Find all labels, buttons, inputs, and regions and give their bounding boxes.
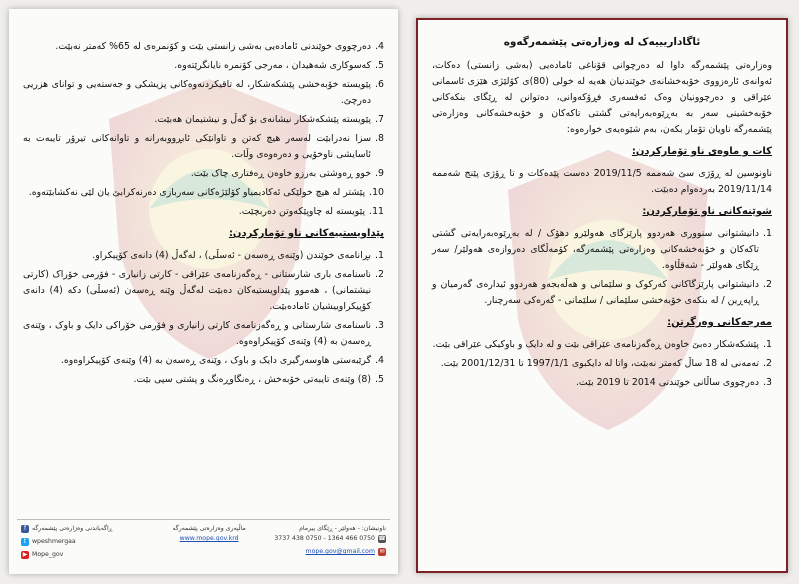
list-item-number: 1. — [375, 250, 384, 261]
facebook-icon: f — [21, 525, 29, 533]
list-item-number: 2. — [763, 279, 772, 290]
list-item-number: 10. — [369, 187, 384, 198]
locations-list — [432, 226, 772, 309]
list-item-text: پێشکەشکار دەبێ خاوەن ڕەگەزنامەی عێراقی بێت و لە دایک و باوکیکی عێراقی بێت. — [432, 339, 760, 350]
list-item — [23, 204, 384, 220]
list-item — [23, 318, 384, 350]
mail-icon: ✉ — [379, 548, 385, 555]
announcement-intro: وەزارەتی پێشمەرگە داوا لە دەرچوانی قۆناغی ئامادەیی (بەشی زانستی) دەکات، ئەوانەی ئارەزووی خۆبەخشانەی خوێندنیان هەیە لە خولی (80)ی کۆلێژی هێزی ئاسمانی عێراقی و دەرچوونیان وەک ئەفسەری فڕۆکەوانی، دەتوانن لە ڕێگای بنکەکانی خۆبەخشینی سەر بە بەڕێوەبەرایەتی گشتی تاکەکان و خۆبەخشەکانی وەزارەتی پێشمەرگە ناویان تۆمار بکەن، بەم شێوەیەی خوارەوە: — [432, 60, 772, 135]
footer-phones: 0750 466 1364 - 0750 438 3737 — [274, 535, 375, 542]
list-item — [432, 337, 772, 353]
conditions-list — [432, 337, 772, 391]
announcement-title: ئاگاداریییەک لە وەزارەتی پێشمەرگەوە — [503, 36, 701, 48]
list-item-text: دانیشتوانی پارێزگاکانی کەرکوک و سلێمانی و هەڵەبجەو هەردوو ئیدارەی گەرمیان و ڕاپەڕین / لە بنکەی خۆبەخشی سلێمانی / سلێمانی - گەرەکی سەرچنار. — [432, 279, 760, 306]
right-content — [432, 36, 772, 394]
list-item-number: 5. — [375, 374, 384, 385]
conditions-continued-list — [23, 39, 384, 220]
list-item — [23, 112, 384, 128]
list-item-number: 11. — [369, 206, 384, 217]
footer-website-link[interactable]: www.mope.gov.krd — [179, 535, 239, 542]
list-item-text: ناسنامەی شارستانی و ڕەگەزنامەی کارتی زانیاری و فۆرمی خۆراکی دایک و باوک ، وێنەی ڕەسەن بە (4) وێنەی کۆپیکراوەوە. — [23, 320, 372, 347]
phone-icon: ☎ — [378, 535, 386, 542]
footer-social — [17, 520, 149, 570]
list-item — [23, 267, 384, 315]
list-item-text: کەسوکاری شەهیدان ، مەرجی کۆنمرە نایانگرێتەوە. — [174, 60, 372, 71]
youtube-icon: ▶ — [22, 551, 28, 558]
page-left — [9, 9, 398, 574]
list-item-text: پێویستە لە چاوپێکەوتن دەربچێت. — [238, 206, 366, 217]
list-item — [23, 166, 384, 182]
section-heading-timing: کات و ماوەی ناو تۆمارکردن: — [631, 146, 772, 157]
list-item — [23, 58, 384, 74]
footer-twitter[interactable]: wpeshmergaa — [32, 538, 76, 545]
list-item-number: 2. — [375, 269, 384, 280]
list-item-text: پێویستە پێشکەشکار نیشانەی بۆ گەڵ و نیشتیمان هەبێت. — [154, 114, 372, 125]
list-item-number: 3. — [375, 320, 384, 331]
footer-address-line: ناونیشان: - هەولێر - ڕێگای پیرمام — [299, 525, 386, 532]
list-item — [23, 131, 384, 163]
list-item — [23, 353, 384, 369]
list-item-text: دەرچووی خوێندنی ئامادەیی بەشی زانستی بێت و کۆنمرەی لە 65% کەمتر نەبێت. — [55, 41, 372, 52]
list-item — [432, 226, 772, 274]
list-item-text: خوو ڕەوشتی بەرزو خاوەن ڕەفتاری چاک بێت. — [190, 168, 372, 179]
list-item-text: گرێبەستی هاوسەرگیری دایک و باوک ، وێنەی ڕەسەن بە (4) وێنەی کۆپیکراوەوە. — [60, 355, 372, 366]
list-item-number: 2. — [763, 358, 772, 369]
footer-email[interactable]: mope.gov@gmail.com — [305, 548, 375, 555]
twitter-icon: t — [21, 538, 29, 546]
list-item-number: 6. — [375, 79, 384, 90]
list-item-number: 9. — [375, 168, 384, 179]
list-item — [432, 356, 772, 372]
page-right — [416, 18, 788, 573]
section-text-timing: ناونوسین لە ڕۆژی سێ شەممە 2019/11/5 دەست پێدەکات و تا ڕۆژی پێنج شەممە 2019/11/14 بەردەوام دەبێت. — [432, 168, 773, 195]
list-item-text: سزا نەدرابێت لەسەر هیچ کەتن و تاوانێکی ئابڕووبەرانە و تاوانەکانی تیرۆر تایبەت بە ئاسایشی ناوخۆیی و دەرەوەی وڵات. — [23, 133, 372, 160]
list-item — [432, 277, 772, 309]
left-content — [23, 39, 384, 391]
list-item-number: 7. — [375, 114, 384, 125]
list-item-text: ناسنامەی باری شارستانی - ڕەگەزنامەی عێراقی - کارتی زانیاری - فۆرمی خۆراک (کارتی نیشتمانی) ، هەموو پێداویستیەکان دەبێت لەگەڵ وێنە ڕەسەن (ئەسڵی) دکە (4) دانەی کۆپیکراوییشیان ئامادەبێت. — [23, 269, 372, 312]
footer-address — [269, 520, 390, 570]
list-item-number: 1. — [763, 339, 772, 350]
list-item-text: تەمەنی لە 18 ساڵ کەمتر نەبێت، واتا لە دایکبوی 1997/1/1 تا 2001/12/31 بێت. — [440, 358, 760, 369]
footer-youtube[interactable]: Mope_gov — [32, 551, 64, 558]
list-item — [23, 248, 384, 264]
list-item-text: بڕانامەی خوێندن (وێنەی ڕەسەن - ئەسڵی) ، لەگەڵ (4) دانەی کۆپیکراو. — [92, 250, 372, 261]
list-item — [23, 372, 384, 388]
section-heading-conditions: مەرجەکانی وەرگرتن: — [667, 317, 772, 328]
footer-website-label: ماڵپەری وەزارەتی پێشمەرگە — [172, 525, 246, 532]
list-item-number: 8. — [375, 133, 384, 144]
documents-heading: پێداویستییەکانی ناو تۆمارکردن: — [228, 228, 384, 239]
list-item-text: (8) وێنەی تایبەتی خۆبەخش ، ڕەنگاوڕەنگ و پشتی سپی بێت. — [133, 374, 372, 385]
list-item-text: دانیشتوانی سنووری هەردوو پارێزگای هەولێرو دهۆک / لە بەڕێوەبەرایەتی گشتی تاکەکان و خۆبەخشەکانی وەزارەتی پێشمەرگە، کۆمەڵگای دەروازەی هەولێر/ سەر ڕێگای هەولێر - شەقڵاوە. — [432, 228, 760, 271]
list-item-number: 3. — [763, 377, 772, 388]
list-item-text: پێویستە خۆبەخشی پێشکەشکار، لە تاقیکردنەوەکانی پزیشکی و جەستەیی و توانای هزریی دەرچێ. — [23, 79, 372, 106]
page-footer — [17, 519, 390, 570]
list-item — [23, 77, 384, 109]
section-heading-locations: شوێنەکانی ناو تۆمارکردن: — [642, 206, 772, 217]
list-item — [432, 375, 772, 391]
list-item-number: 1. — [763, 228, 772, 239]
list-item — [23, 185, 384, 201]
list-item-number: 4. — [375, 41, 384, 52]
list-item-number: 4. — [375, 355, 384, 366]
list-item-text: دەرچووی ساڵانی خوێندنی 2014 تا 2019 بێت. — [575, 377, 760, 388]
list-item-text: پێشتر لە هیچ خولێکی ئەکادیمیاو کۆلێژەکانی سەربازی دەرنەکرابێ یان لێی نەکشابێتەوە. — [28, 187, 366, 198]
list-item — [23, 39, 384, 55]
footer-website — [149, 520, 270, 570]
documents-list — [23, 248, 384, 388]
footer-facebook[interactable]: ڕاگەیاندنی وەزارەتی پێشمەرگە — [32, 525, 113, 532]
list-item-number: 5. — [375, 60, 384, 71]
